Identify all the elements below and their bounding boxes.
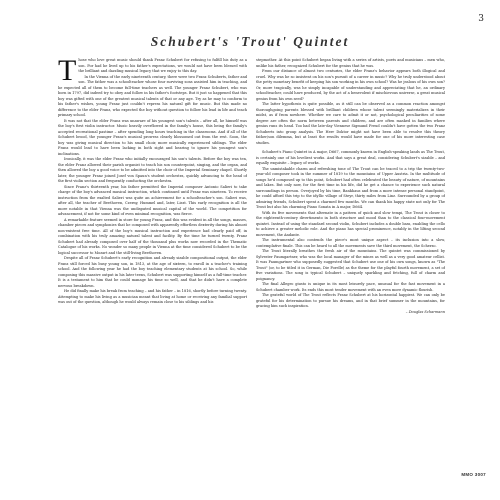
article-paragraph: The final Allegro giusto is unique in its most leisurely pace, unusual for the fast movement in a Schubert chamber work. Its ends this most tender movement with an even more dynamic flourish. bbox=[256, 282, 445, 292]
article-paragraph: Despite all of Franz Schubert's early recognition and already sizable compositional output, the elder Franz still forced his busy young son, in 1813, at the age of sixteen, to enroll in a teacher's training school. And the following year he had the boy teaching elementary students at his school. So, while composing this massive output in his later teens, Schubert was supporting himself as a full-time teacher. It is a testament to him that he could manage his time so well, and that he didn't have a complete nervous breakdown. bbox=[58, 256, 247, 288]
article-paragraph: stepmother. At this point Schubert began living with a series of artists, poets and musicians – men who, unlike his father, recognized Schubert for the genius that he was. bbox=[256, 58, 445, 68]
drop-cap: T bbox=[58, 58, 77, 87]
article-column-left bbox=[58, 58, 247, 458]
page-number: 3 bbox=[478, 14, 484, 24]
article-paragraph: It was not that the elder Franz was unaware of his youngest son's talents – after all, he himself was the boy's first violin instructor. Music heavily overflowed in the family's house, this being the family's accepted recreational pastime – after spending long hours teaching in the classrooms. And if all of the Schubert brood, the younger Franz's musical prowess clearly blossomed out from the rest. Soon, the boy was giving musical direction to his small choir, more musically experienced siblings. The elder Franz would lead to have been lacking in both sight and hearing to ignore his youngest son's inclinations. bbox=[58, 118, 247, 156]
author-signature: – Douglas Scharmann bbox=[405, 309, 445, 314]
article-paragraph: With its five movements that alternate in a pattern of quick and slow tempi, The Trout is closer to the eighteenth-century divertimento in both structure and mood than to the classical four-movement quintet. Instead of using the standard second violin, Schubert includes a double bass, enabling the cello to achieve a greater melodic role. And the piano has special prominence, notably in the lilting second movement, the Andante. bbox=[256, 210, 445, 237]
article-paragraph: The grateful world of The Trout reflects Franz Schubert at his horizontal happiest. We can only be grateful for his determination to pursue his dreams, and in that brief summer in the mountains, for gracing him such inspiration. bbox=[256, 293, 445, 308]
article-paragraph: The Trout literally breathes the fresh air of the mountains. The quintet was commissioned by Sylvester Paumgartner, who was the local manager of the mines as well as a very good amateur cellist. It was Paumgartner who supposedly suggested that Schubert use one of his own songs, known as "The Trout" (or, to be titled it in German, Die Forelle) as the theme for the playful fourth movement, a set of five variations. The song is typical Schubert – uniquely sparkling and fetching, full of charm and poignancy. bbox=[256, 249, 445, 281]
catalog-number: MMO 3007 bbox=[461, 472, 486, 477]
article-paragraph: From our distance of almost two centuries, the elder Franz's behavior appears both illogical and cruel. Why was he so insistent on his son's pursuit of a career in music? Why he truly understood about the petty monetary benefit of keeping his son working in his own school? Was he jealous of his own son? Or, more tragically, was he simply incapable of understanding and appreciating that he, an ordinary schoolteacher, could have produced, by the act of a benevolent if mischievous universe, a great musical genius from his own seed? bbox=[256, 69, 445, 101]
article-paragraph: Since Franz's thirteenth year, his father permitted the Imperial composer Antonio Salieri to take charge of the boy's advanced musical instruction, which continued until Franz was nineteen. To receive instruction from the exalted Salieri was quite an achievement for a schoolteacher's son. Salieri was, after all, the teacher of Beethoven, Czerny, Hummel and, later, Liszt. This early recognition is all the more notable in that Vienna was the undisputed musical capital of the world. The competition for advancement, if not for some kind of even minimal recognition, was fierce. bbox=[58, 184, 247, 216]
article-paragraph: In the Vienna of the early nineteenth century, there were two Franz Schuberts, father and son. The father was a schoolteacher whose four surviving sons assisted him in teaching, and he expected all of them to become full-time teachers as well. The younger Franz Schubert, who was born in 1797, did indeed try to obey and follow in his father's footsteps. But it just so happened that this boy was gifted with one of the greatest musical talents of that or any age. Try as he may to conform to his father's wishes, young Franz just couldn't repress his natural gift for music. But this made no difference to the elder Franz, who expected the boy without question to follow his lead in life and teach primary school. bbox=[58, 74, 247, 117]
article-paragraph: The unmistakable charm and refreshing tone of The Trout can be traced to a trip the twenty-two-year-old composer took in the summer of 1819 to the mountains of Upper Austria. In the multitude of songs he'd composed up to this point, Schubert had often celebrated the beauty of nature, of mountains and lakes. But only now, for the first time in his life, did he get a chance to experience such natural surroundings in person. Overjoyed by his time, Bankhaus and from a more intense personal standpoint, he could afford this trip to the idyllic village of Steyr, thirty miles from Linz. Surrounded by a group of admiring friends, Schubert spent a charmed few months. We can thank his happy state not only for The Trout but also his charming Piano Sonata in A major, D664. bbox=[256, 166, 445, 209]
article-paragraph: The instrumental also contends the piece's most unique aspect – its inclusion into a slow, contemplative finale. This can be heard to all the movements save the third movement, the Scherzo. bbox=[256, 238, 445, 248]
article-paragraph: The latter hypothesis is quite possible, as it still can be observed as a common reaction amongst thoroughgoing parents blessed with brilliant children whose talent seemingly materializes in their midst, as if from nowhere. Whether we care to admit it or not, psychological peculiarities of some degree are often the norm between parents and children, and are often masked in families where genius runs its head. Too bad the late-day Viennese Sigmund Freud couldn't have gotten the two Franz Schuberts into group analysis. The Herr Doktor might not have been able to resolve this theory father/son dilemma, but at least the results would have made for one of his more interesting case studies. bbox=[256, 102, 445, 145]
article-paragraph: Those who love great music should thank Franz Schubert for refusing to fulfill his duty as a son. For had he lived up to his father's expectations, we would not have been blessed with the brilliant and dazzling musical legacy that we enjoy to this day. bbox=[58, 58, 247, 87]
article-paragraph: He did finally make his break from teaching – and his father – in 1816, shortly before turning twenty. Attempting to make his living as a musician meant that living at home or receiving any familial support was out of the question, although he would always remain close to his siblings and his bbox=[58, 289, 247, 304]
article-column-right bbox=[256, 58, 445, 458]
article-title: Schubert's 'Trout' Quintet bbox=[150, 34, 350, 49]
article-paragraph: Schubert's Piano Quintet in A major, D667, commonly known in English-speaking lands as The Trout, is certainly one of his loveliest works. And that says a great deal, considering Schubert's sizable – and equally exquisite – legacy of works. bbox=[256, 150, 445, 165]
article-paragraph: A remarkable feature seemed in store for young Franz, and this was evident in all the songs, masses, chamber pieces and symphonies that he composed with apparently effortless dexterity during his almost non-existent free time. All of the boy's musical instruction and experience had clearly paid off, in combination with his truly amazing natural talent and facility. By the time he turned twenty, Franz Schubert had already composed over half of the thousand plus works now recorded in the Thematic Catalogue of his works. No wonder so many people in Vienna at the time considered Schubert to be the logical successor to Mozart and the still-living Beethoven. bbox=[58, 217, 247, 255]
article-paragraph: Ironically, it was the elder Franz who initially encouraged his son's talents. Before the boy was ten, the elder Franz allowed their parish organist to teach his son counterpoint, singing, and the organ, and then allowed the boy a good voice to be admitted into the choir of the Imperial Seminary chapel. Shortly later, the younger Franz joined Josef von Spaun's student orchestra, quickly advancing to the head of the first violin section and frequently conducting the orchestra. bbox=[58, 157, 247, 183]
